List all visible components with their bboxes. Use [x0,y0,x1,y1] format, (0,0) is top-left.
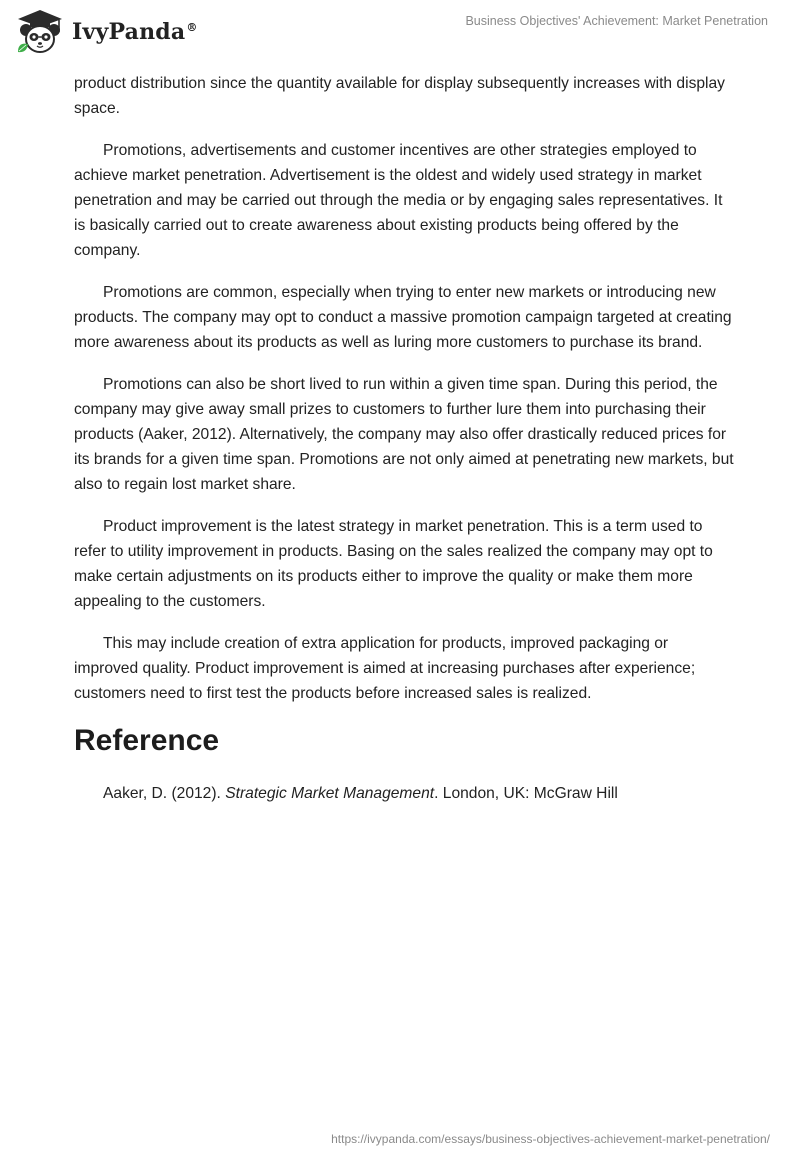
paragraph-product-improvement: Product improvement is the latest strategy in market penetration. This is a term used to refer to utility improvement in products. Basing on the sales realized the company may opt to make certain adjustments on its products either to improve the quality or make them more appealing to the customers. [74,518,713,610]
ivypanda-logo[interactable] [14,8,198,56]
reference-heading: Reference [74,724,220,757]
paragraph-continuation: product distribution since the quantity available for display subsequently increases with display space. [74,75,725,117]
paragraph-promotions-short: Promotions can also be short lived to run within a given time span. During this period, the company may give away small prizes to customers to further lure them into purchasing their products (Aaker, 2012). Alternatively, the company may also offer drastically reduced prices for its brands for a given time span. Promotions are not only aimed at penetrating new markets, but also to regain lost market share. [74,376,734,493]
footer-url[interactable]: https://ivypanda.com/essays/business-objectives-achievement-market-penetration/ [331,1132,770,1146]
reference-entry [74,781,734,806]
paragraph-extra-application: This may include creation of extra application for products, improved packaging or improved quality. Product improvement is aimed at increasing purchases after experience; customers need to first test the products before increased sales is realized. [74,635,696,702]
panda-graduate-icon [14,8,66,56]
registered-mark: ® [186,20,198,34]
reference-author: Aaker, D. (2012). [103,785,226,802]
paragraph-promotions-common: Promotions are common, especially when trying to enter new markets or introducing new products. The company may opt to conduct a massive promotion campaign targeted at creating more awareness about its products as well as luring more customers to purchase its brand. [74,284,732,351]
brand-name: IvyPanda® [72,19,198,45]
page-header [0,0,800,70]
document-title: Business Objectives' Achievement: Market Penetration [465,14,768,28]
reference-title: Strategic Market Management [225,785,435,802]
paragraph-advertisement: Promotions, advertisements and customer incentives are other strategies employed to achieve market penetration. Advertisement is the oldest and widely used strategy in market penetration and may be carried out through the media or by engaging sales representatives. It is basically carried out to create awareness about existing products being offered by the company. [74,142,723,259]
reference-publisher: . London, UK: McGraw Hill [434,785,618,802]
essay-body [74,71,734,806]
